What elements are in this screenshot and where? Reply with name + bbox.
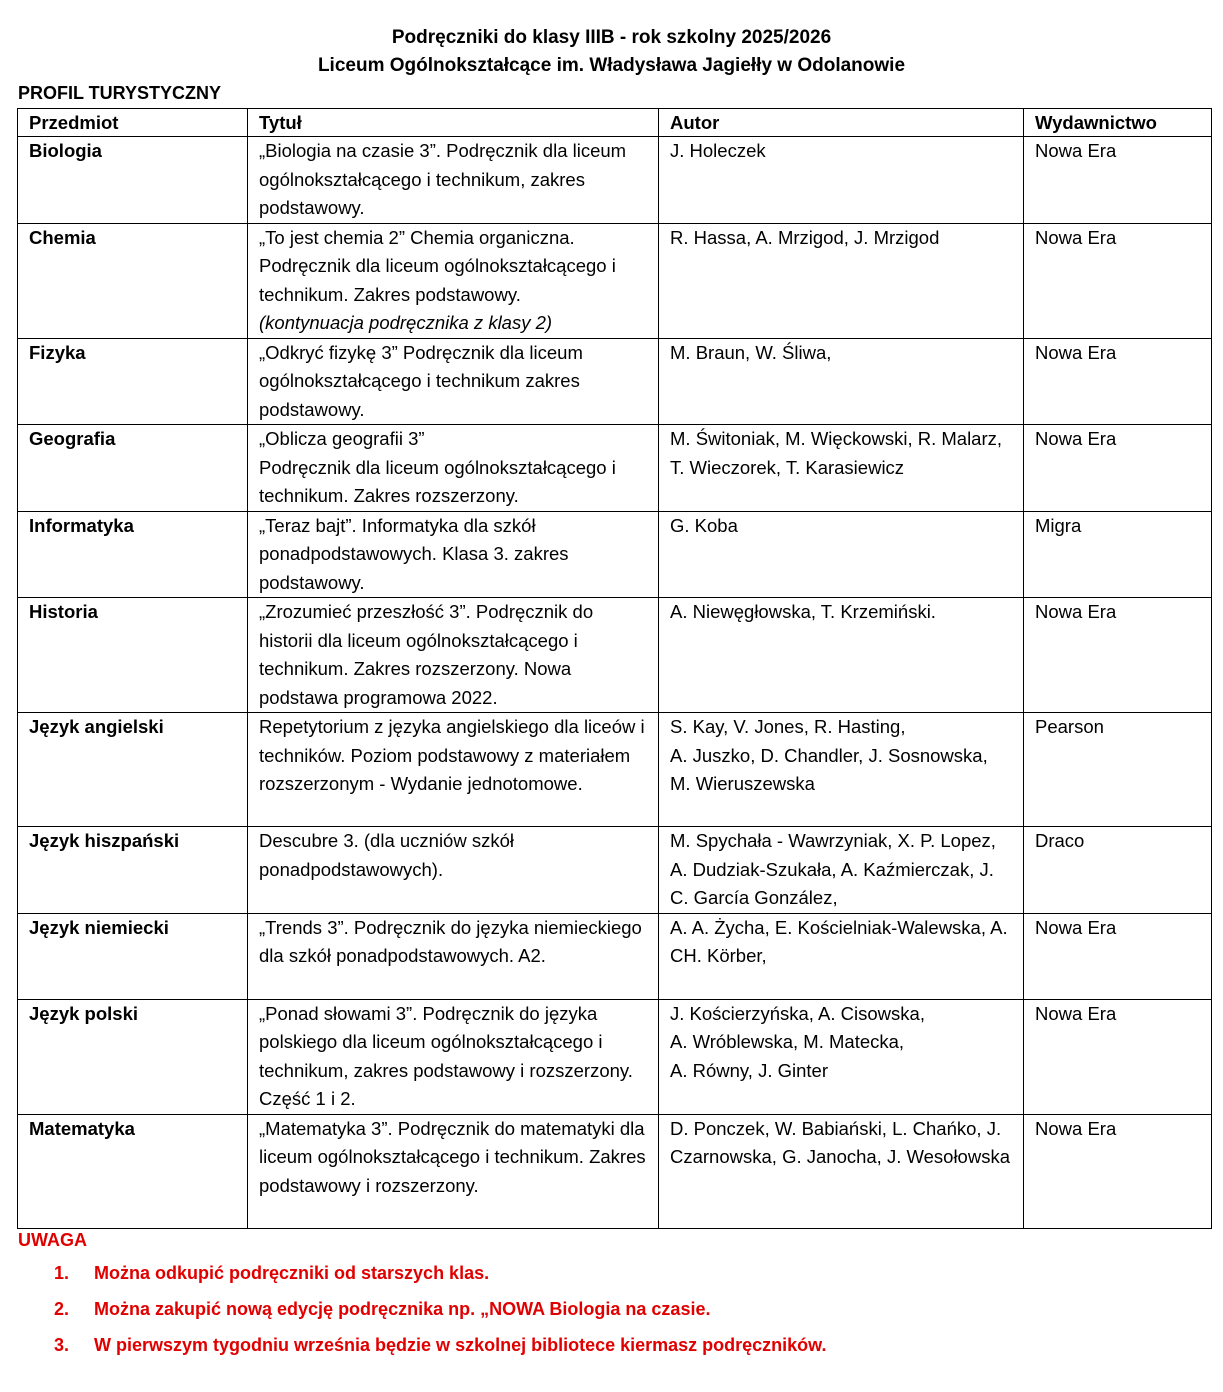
subject-cell: Język angielski: [18, 713, 248, 827]
title-line-2: Liceum Ogólnokształcące im. Władysława Jagiełły w Odolanowie: [317, 55, 906, 76]
subject-cell: Historia: [18, 598, 248, 713]
table-row: [18, 598, 1212, 713]
table-row: [18, 999, 1212, 1114]
publisher-cell: Nowa Era: [1024, 1114, 1212, 1228]
textbook-table: [17, 108, 1212, 1229]
publisher-cell: Nowa Era: [1024, 223, 1212, 338]
table-row: [18, 511, 1212, 598]
author-cell: A. A. Życha, E. Kościelniak-Walewska, A. CH. Körber,: [659, 913, 1024, 999]
table-row: [18, 425, 1212, 512]
subject-cell: Język polski: [18, 999, 248, 1114]
title-cell: „Trends 3”. Podręcznik do języka niemieckiego dla szkół ponadpodstawowych. A2.: [248, 913, 659, 999]
publisher-cell: Pearson: [1024, 713, 1212, 827]
author-cell: M. Świtoniak, M. Więckowski, R. Malarz, T. Wieczorek, T. Karasiewicz: [659, 425, 1024, 512]
table-row: [18, 1114, 1212, 1228]
author-cell: [659, 713, 1024, 827]
title-cell: „Biologia na czasie 3”. Podręcznik dla liceum ogólnokształcącego i technikum, zakres podstawowy.: [248, 137, 659, 224]
title-cell: „Zrozumieć przeszłość 3”. Podręcznik do historii dla liceum ogólnokształcącego i technikum. Zakres rozszerzony. Nowa podstawa programowa 2022.: [248, 598, 659, 713]
list-item: [54, 1333, 1204, 1369]
author-text: J. Kościerzyńska, A. Cisowska,: [670, 1002, 925, 1024]
subject-cell: Język niemiecki: [18, 913, 248, 999]
author-cell: M. Spychała - Wawrzyniak, X. P. Lopez, A. Dudziak-Szukała, A. Kaźmierczak, J. C. García González,: [659, 827, 1024, 914]
subject-cell: Informatyka: [18, 511, 248, 598]
publisher-cell: Nowa Era: [1024, 999, 1212, 1114]
publisher-cell: Nowa Era: [1024, 913, 1212, 999]
table-row: [18, 827, 1212, 914]
table-row: [18, 913, 1212, 999]
subject-cell: Chemia: [18, 223, 248, 338]
note-text: W pierwszym tygodniu września będzie w szkolnej bibliotece kiermasz podręczników.: [94, 1335, 827, 1355]
table-row: [18, 338, 1212, 425]
title-cell: Repetytorium z języka angielskiego dla liceów i techników. Poziom podstawowy z materiałem rozszerzonym - Wydanie jednotomowe.: [248, 713, 659, 827]
table-row: [18, 713, 1212, 827]
title-cell: „Matematyka 3”. Podręcznik do matematyki dla liceum ogólnokształcącego i technikum. Zakres podstawowy i rozszerzony.: [248, 1114, 659, 1228]
subject-cell: Język hiszpański: [18, 827, 248, 914]
title-cell: „Teraz bajt”. Informatyka dla szkół ponadpodstawowych. Klasa 3. zakres podstawowy.: [248, 511, 659, 598]
table-row: [18, 223, 1212, 338]
notes-heading: UWAGA: [18, 1230, 87, 1250]
table-header-row: [18, 109, 1212, 137]
author-cell: [659, 999, 1024, 1114]
title-cell: „Odkryć fizykę 3” Podręcznik dla liceum ogólnokształcącego i technikum zakres podstawowy.: [248, 338, 659, 425]
subject-cell: Matematyka: [18, 1114, 248, 1228]
column-header-title: Tytuł: [248, 109, 659, 137]
author-text: S. Kay, V. Jones, R. Hasting,: [670, 716, 906, 737]
list-item: [54, 1297, 1204, 1333]
title-cell: [248, 223, 659, 338]
title-text: „Oblicza geografii 3”: [259, 428, 425, 449]
author-text-continued-2: A. Równy, J. Ginter: [670, 1059, 828, 1081]
notes-list: [54, 1261, 1204, 1369]
author-cell: R. Hassa, A. Mrzigod, J. Mrzigod: [659, 223, 1024, 338]
publisher-cell: Nowa Era: [1024, 338, 1212, 425]
list-item: [54, 1261, 1204, 1297]
column-header-subject: Przedmiot: [18, 109, 248, 137]
title-text: „To jest chemia 2” Chemia organiczna. Podręcznik dla liceum ogólnokształcącego i technikum. Zakres podstawowy.: [259, 226, 616, 305]
author-cell: M. Braun, W. Śliwa,: [659, 338, 1024, 425]
author-text-continued: A. Juszko, D. Chandler, J. Sosnowska, M. Wieruszewska: [670, 744, 988, 794]
subject-cell: Geografia: [18, 425, 248, 512]
note-number: 1.: [54, 1263, 70, 1283]
title-note: (kontynuacja podręcznika z klasy 2): [259, 312, 553, 333]
author-text-continued: A. Wróblewska, M. Matecka,: [670, 1031, 905, 1052]
publisher-cell: Nowa Era: [1024, 425, 1212, 512]
title-cell: „Ponad słowami 3”. Podręcznik do języka polskiego dla liceum ogólnokształcącego i technikum, zakres podstawowy i rozszerzony. Część 1 i 2.: [248, 999, 659, 1114]
author-cell: D. Ponczek, W. Babiański, L. Chańko, J. Czarnowska, G. Janocha, J. Wesołowska: [659, 1114, 1024, 1228]
note-text: Można zakupić nową edycję podręcznika np. „NOWA Biologia na czasie.: [94, 1299, 711, 1319]
column-header-publisher: Wydawnictwo: [1024, 109, 1212, 137]
author-cell: A. Niewęgłowska, T. Krzemiński.: [659, 598, 1024, 713]
author-cell: G. Koba: [659, 511, 1024, 598]
title-line-1: Podręczniki do klasy IIIB - rok szkolny 2025/2026: [391, 27, 832, 48]
column-header-author: Autor: [659, 109, 1024, 137]
publisher-cell: Migra: [1024, 511, 1212, 598]
title-cell: [248, 425, 659, 512]
subject-cell: Fizyka: [18, 338, 248, 425]
publisher-cell: Nowa Era: [1024, 137, 1212, 224]
title-cell: Descubre 3. (dla uczniów szkół ponadpodstawowych).: [248, 827, 659, 914]
table-row: [18, 137, 1212, 224]
note-number: 2.: [54, 1299, 70, 1319]
publisher-cell: Nowa Era: [1024, 598, 1212, 713]
note-text: Można odkupić podręczniki od starszych klas.: [94, 1263, 490, 1283]
profile-heading: PROFIL TURYSTYCZNY: [18, 83, 222, 103]
document-title: [0, 24, 1223, 80]
publisher-cell: Draco: [1024, 827, 1212, 914]
title-text-continued: Podręcznik dla liceum ogólnokształcącego i technikum. Zakres rozszerzony.: [259, 456, 616, 506]
subject-cell: Biologia: [18, 137, 248, 224]
author-cell: J. Holeczek: [659, 137, 1024, 224]
note-number: 3.: [54, 1335, 70, 1355]
